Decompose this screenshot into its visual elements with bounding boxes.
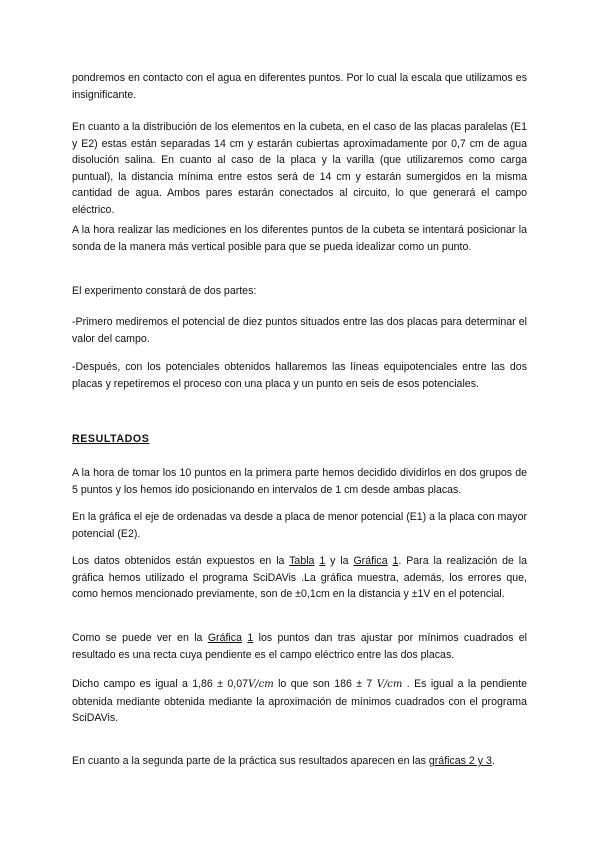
text-run: los puntos dan tras ajustar por mínimos cuadrados el resultado es una recta cuya pendiente es el campo eléctrico entre las dos placas. — [72, 632, 527, 661]
table-1-link[interactable]: Tabla — [289, 555, 315, 567]
text-run: En cuanto a la segunda parte de la práctica sus resultados aparecen en las — [72, 755, 429, 767]
text-run: lo que son 186 ± 7 — [273, 678, 377, 690]
graph-1-number-link[interactable]: 1 — [247, 632, 254, 644]
table-1-number-link[interactable]: 1 — [319, 555, 326, 567]
paragraph-ordinate-axis: En la gráfica el eje de ordenadas va desde a placa de menor potencial (E1) a la placa con mayor potencial (E2). — [72, 511, 527, 540]
paragraph-part-one: -Primero mediremos el potencial de diez puntos situados entre las dos placas para determinar el valor del campo. — [72, 316, 527, 345]
paragraph-measurement: A la hora realizar las mediciones en los diferentes puntos de la cubeta se intentará posicionar la sonda de la manera más vertical posible para que se pueda idealizar como un punto. — [72, 224, 527, 253]
text-run: . Para la realización de la gráfica hemos utilizado el programa SciDAVis .La gráfica muestra, además, los errores que, como hemos mencionado previamente, son de ±0,1cm en la distancia y ±1V en el potencial. — [72, 555, 528, 601]
graph-1-link[interactable]: Gráfica — [353, 555, 388, 567]
text-run: . — [491, 755, 495, 767]
paragraph-distribution: En cuanto a la distribución de los elementos en la cubeta, en el caso de las placas paralelas (E1 y E2) estas están separadas 14 cm y estarán cubiertas aproximadamente por 0,7 cm de agua disolución salina. En cuanto al caso de la placa y la varilla (que utilizaremos como carga puntual), la distancia mínima entre estos será de 14 cm y estarán sumergidos en la misma cantidad de agua. Ambos pares estarán conectados al circuito, lo que generará el campo eléctrico. — [72, 121, 527, 216]
paragraph-ten-points: A la hora de tomar los 10 puntos en la primera parte hemos decidido dividirlos en dos grupos de 5 puntos y los hemos ido posicionando en intervalos de 1 cm desde ambas placas. — [72, 467, 527, 496]
paragraph-fit-result — [72, 630, 527, 663]
paragraph-second-part — [72, 753, 527, 770]
text-run: y la — [325, 555, 354, 567]
paragraph-data-exposed — [72, 553, 527, 603]
paragraph-field-value — [72, 676, 527, 727]
graph-1-link[interactable]: Gráfica — [207, 632, 242, 644]
graph-1-number-link[interactable]: 1 — [392, 555, 399, 567]
section-heading-resultados: RESULTADOS — [72, 433, 150, 445]
text-run: Los datos obtenidos están expuestos en la — [72, 555, 290, 567]
text-run: . Es igual a la pendiente obtenida mediante obtenida mediante la aproximación de mínimos cuadrados con el programa SciDAVis. — [72, 678, 527, 725]
paragraph-continuation: pondremos en contacto con el agua en diferentes puntos. Por lo cual la escala que utilizamos es insignificante. — [72, 72, 527, 101]
paragraph-part-two: -Después, con los potenciales obtenidos hallaremos las líneas equipotenciales entre las dos placas y repetiremos el proceso con una placa y un punto en seis de esos potenciales. — [72, 361, 527, 390]
graphs-2-3-link[interactable]: gráficas 2 y 3 — [428, 755, 492, 767]
unit-formula: V/cm — [248, 679, 274, 690]
paragraph-two-parts: El experimento constará de dos partes: — [72, 285, 257, 297]
text-run: Dicho campo es igual a 1,86 ± 0,07 — [72, 678, 249, 690]
unit-formula: V/cm — [376, 679, 403, 690]
text-run: Como se puede ver en la — [72, 632, 208, 644]
